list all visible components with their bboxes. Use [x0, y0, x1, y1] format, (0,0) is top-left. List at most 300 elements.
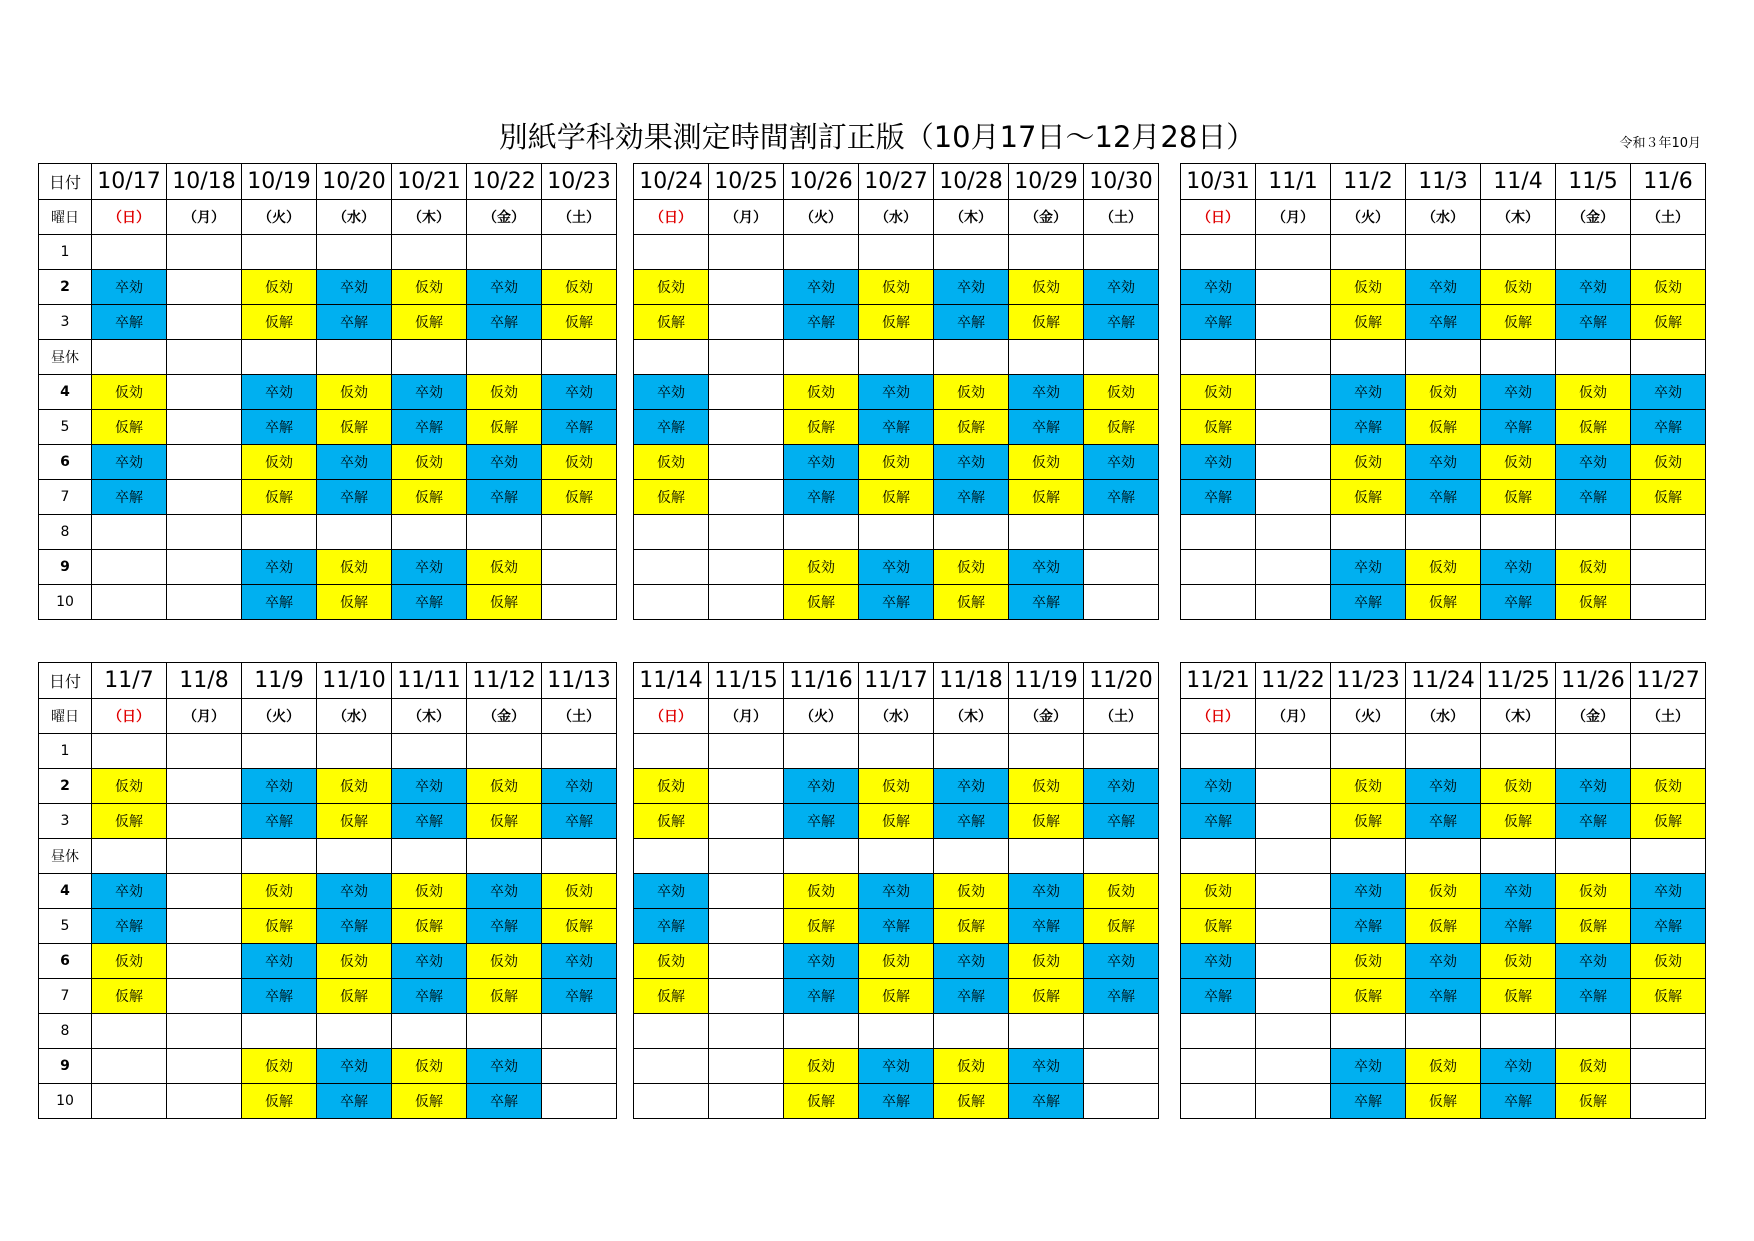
slot-cell: 仮効	[1331, 944, 1406, 979]
weekday-cell: （木）	[1481, 699, 1556, 734]
slot-cell: 仮効	[1481, 445, 1556, 480]
slot-cell: 仮効	[92, 769, 167, 804]
slot-cell: 卒効	[92, 445, 167, 480]
period-row	[634, 515, 1159, 550]
slot-cell: 卒効	[317, 445, 392, 480]
slot-cell: 卒解	[1331, 585, 1406, 620]
slot-cell: 卒効	[1556, 944, 1631, 979]
empty-slot-cell	[1331, 1014, 1406, 1049]
slot-cell: 卒解	[1084, 804, 1159, 839]
empty-slot-cell	[634, 1084, 709, 1119]
slot-cell: 仮効	[467, 550, 542, 585]
slot-cell: 仮効	[1406, 874, 1481, 909]
empty-slot-cell	[1181, 515, 1256, 550]
empty-slot-cell	[709, 550, 784, 585]
empty-slot-cell	[1331, 734, 1406, 769]
empty-slot-cell	[709, 839, 784, 874]
empty-slot-cell	[709, 804, 784, 839]
period-row	[1181, 944, 1706, 979]
empty-slot-cell	[709, 769, 784, 804]
slot-cell: 卒効	[1556, 769, 1631, 804]
empty-slot-cell	[1406, 515, 1481, 550]
period-row	[1181, 340, 1706, 375]
empty-slot-cell	[542, 1049, 617, 1084]
empty-slot-cell	[1084, 235, 1159, 270]
empty-slot-cell	[542, 1084, 617, 1119]
weekday-cell: （水）	[317, 699, 392, 734]
period-row	[39, 944, 617, 979]
period-row	[39, 410, 617, 445]
page-title: 別紙学科効果測定時間割訂正版（10月17日～12月28日）	[498, 120, 1256, 154]
slot-cell: 仮効	[392, 270, 467, 305]
period-row	[39, 804, 617, 839]
empty-slot-cell	[1406, 340, 1481, 375]
empty-slot-cell	[1556, 1014, 1631, 1049]
period-row	[1181, 375, 1706, 410]
empty-slot-cell	[709, 480, 784, 515]
slot-cell: 卒効	[1556, 270, 1631, 305]
slot-cell: 卒解	[1556, 480, 1631, 515]
slot-cell: 仮解	[392, 305, 467, 340]
week-table	[633, 163, 1159, 620]
empty-slot-cell	[1631, 734, 1706, 769]
empty-slot-cell	[92, 235, 167, 270]
period-row	[39, 1014, 617, 1049]
slot-cell: 卒解	[1556, 979, 1631, 1014]
slot-cell: 仮解	[1009, 979, 1084, 1014]
slot-cell: 仮効	[784, 375, 859, 410]
slot-cell: 卒効	[1406, 944, 1481, 979]
empty-slot-cell	[1256, 480, 1331, 515]
date-cell: 11/6	[1631, 164, 1706, 200]
slot-cell: 仮効	[1084, 874, 1159, 909]
slot-cell: 仮解	[1331, 480, 1406, 515]
period-row	[634, 1014, 1159, 1049]
empty-slot-cell	[1481, 839, 1556, 874]
empty-slot-cell	[242, 340, 317, 375]
empty-slot-cell	[859, 734, 934, 769]
slot-cell: 卒解	[1556, 804, 1631, 839]
slot-cell: 仮解	[634, 305, 709, 340]
empty-slot-cell	[1631, 515, 1706, 550]
empty-slot-cell	[1181, 734, 1256, 769]
date-cell: 11/26	[1556, 663, 1631, 699]
period-label: 1	[39, 235, 92, 270]
slot-cell: 仮効	[1181, 874, 1256, 909]
empty-slot-cell	[1256, 410, 1331, 445]
weekday-cell: （日）	[634, 699, 709, 734]
slot-cell: 卒効	[392, 769, 467, 804]
empty-slot-cell	[167, 839, 242, 874]
slot-cell: 仮解	[542, 480, 617, 515]
empty-slot-cell	[1481, 235, 1556, 270]
empty-slot-cell	[859, 235, 934, 270]
empty-slot-cell	[167, 1014, 242, 1049]
slot-cell: 仮解	[392, 480, 467, 515]
period-label: 8	[39, 1014, 92, 1049]
empty-slot-cell	[167, 585, 242, 620]
empty-slot-cell	[167, 270, 242, 305]
empty-slot-cell	[1084, 340, 1159, 375]
date-cell: 11/24	[1406, 663, 1481, 699]
period-row	[1181, 734, 1706, 769]
slot-cell: 卒効	[317, 1049, 392, 1084]
slot-cell: 卒効	[1009, 874, 1084, 909]
empty-slot-cell	[1256, 305, 1331, 340]
slot-cell: 仮解	[1556, 410, 1631, 445]
period-label: 6	[39, 944, 92, 979]
period-row	[1181, 839, 1706, 874]
slot-cell: 仮解	[859, 305, 934, 340]
period-row	[1181, 305, 1706, 340]
slot-cell: 卒効	[1009, 1049, 1084, 1084]
empty-slot-cell	[167, 804, 242, 839]
era-date: 令和３年10月	[1619, 136, 1701, 151]
date-cell: 10/23	[542, 164, 617, 200]
period-row	[634, 734, 1159, 769]
date-row-label: 日付	[39, 663, 92, 699]
date-cell: 10/17	[92, 164, 167, 200]
slot-cell: 卒効	[1181, 270, 1256, 305]
empty-slot-cell	[467, 340, 542, 375]
period-row	[1181, 1049, 1706, 1084]
slot-cell: 卒効	[859, 375, 934, 410]
slot-cell: 仮解	[392, 1084, 467, 1119]
empty-slot-cell	[934, 839, 1009, 874]
empty-slot-cell	[317, 734, 392, 769]
slot-cell: 仮解	[934, 909, 1009, 944]
slot-cell: 仮解	[934, 585, 1009, 620]
slot-cell: 卒解	[1406, 979, 1481, 1014]
empty-slot-cell	[1331, 235, 1406, 270]
slot-cell: 卒効	[934, 270, 1009, 305]
weekday-cell: （土）	[1631, 200, 1706, 235]
slot-cell: 卒効	[1481, 1049, 1556, 1084]
empty-slot-cell	[1256, 944, 1331, 979]
slot-cell: 仮効	[92, 944, 167, 979]
slot-cell: 卒効	[92, 270, 167, 305]
empty-slot-cell	[1256, 235, 1331, 270]
slot-cell: 仮効	[1556, 375, 1631, 410]
period-row	[1181, 1014, 1706, 1049]
empty-slot-cell	[542, 734, 617, 769]
slot-cell: 卒効	[467, 445, 542, 480]
slot-cell: 仮効	[934, 874, 1009, 909]
weekday-cell: （月）	[1256, 200, 1331, 235]
period-row	[1181, 1084, 1706, 1119]
date-cell: 11/7	[92, 663, 167, 699]
empty-slot-cell	[1256, 839, 1331, 874]
slot-cell: 卒効	[92, 874, 167, 909]
period-label: 9	[39, 1049, 92, 1084]
week-table	[38, 163, 617, 620]
empty-slot-cell	[542, 235, 617, 270]
slot-cell: 卒解	[1009, 1084, 1084, 1119]
weekday-cell: （火）	[242, 200, 317, 235]
empty-slot-cell	[1481, 340, 1556, 375]
slot-cell: 仮効	[859, 270, 934, 305]
slot-cell: 仮効	[1009, 445, 1084, 480]
empty-slot-cell	[167, 944, 242, 979]
weekday-cell: （火）	[784, 200, 859, 235]
slot-cell: 仮効	[934, 550, 1009, 585]
weekday-cell: （土）	[1631, 699, 1706, 734]
slot-cell: 卒効	[859, 1049, 934, 1084]
slot-cell: 卒解	[467, 480, 542, 515]
period-row	[634, 550, 1159, 585]
empty-slot-cell	[634, 1014, 709, 1049]
empty-slot-cell	[92, 839, 167, 874]
slot-cell: 卒解	[1556, 305, 1631, 340]
empty-slot-cell	[1181, 550, 1256, 585]
empty-slot-cell	[784, 734, 859, 769]
date-cell: 10/26	[784, 164, 859, 200]
slot-cell: 卒効	[242, 550, 317, 585]
slot-cell: 仮解	[242, 909, 317, 944]
period-row	[634, 874, 1159, 909]
date-row-label: 日付	[39, 164, 92, 200]
period-row	[1181, 410, 1706, 445]
slot-cell: 卒解	[392, 410, 467, 445]
empty-slot-cell	[634, 235, 709, 270]
empty-slot-cell	[467, 734, 542, 769]
slot-cell: 卒解	[634, 410, 709, 445]
weekday-cell: （火）	[242, 699, 317, 734]
weekday-row-label: 曜日	[39, 699, 92, 734]
date-cell: 10/31	[1181, 164, 1256, 200]
period-label: 5	[39, 909, 92, 944]
empty-slot-cell	[709, 515, 784, 550]
empty-slot-cell	[634, 515, 709, 550]
slot-cell: 仮効	[1631, 944, 1706, 979]
slot-cell: 仮解	[1556, 585, 1631, 620]
slot-cell: 卒効	[1631, 874, 1706, 909]
empty-slot-cell	[167, 375, 242, 410]
empty-slot-cell	[467, 515, 542, 550]
slot-cell: 卒効	[1084, 769, 1159, 804]
weekday-cell: （月）	[167, 699, 242, 734]
weekday-cell: （金）	[1009, 699, 1084, 734]
slot-cell: 卒解	[467, 305, 542, 340]
weekday-cell: （木）	[392, 200, 467, 235]
slot-cell: 卒解	[392, 585, 467, 620]
slot-cell: 仮効	[934, 375, 1009, 410]
slot-cell: 仮解	[242, 1084, 317, 1119]
empty-slot-cell	[1331, 515, 1406, 550]
empty-slot-cell	[542, 585, 617, 620]
date-cell: 11/8	[167, 663, 242, 699]
slot-cell: 仮効	[1331, 270, 1406, 305]
slot-cell: 仮効	[859, 769, 934, 804]
slot-cell: 仮効	[1556, 550, 1631, 585]
period-row	[39, 769, 617, 804]
slot-cell: 仮効	[634, 445, 709, 480]
period-row	[39, 550, 617, 585]
slot-cell: 仮解	[1406, 410, 1481, 445]
date-cell: 11/16	[784, 663, 859, 699]
period-label: 10	[39, 585, 92, 620]
period-row	[1181, 874, 1706, 909]
date-cell: 11/12	[467, 663, 542, 699]
slot-cell: 卒解	[1181, 979, 1256, 1014]
slot-cell: 卒解	[1481, 909, 1556, 944]
slot-cell: 卒効	[542, 944, 617, 979]
empty-slot-cell	[542, 1014, 617, 1049]
slot-cell: 仮効	[1009, 944, 1084, 979]
empty-slot-cell	[1556, 839, 1631, 874]
date-cell: 11/11	[392, 663, 467, 699]
date-cell: 11/22	[1256, 663, 1331, 699]
period-row	[1181, 235, 1706, 270]
slot-cell: 仮効	[1406, 375, 1481, 410]
date-cell: 11/14	[634, 663, 709, 699]
slot-cell: 卒解	[784, 480, 859, 515]
empty-slot-cell	[242, 1014, 317, 1049]
period-row	[39, 375, 617, 410]
empty-slot-cell	[1631, 585, 1706, 620]
period-row	[1181, 480, 1706, 515]
empty-slot-cell	[934, 1014, 1009, 1049]
date-cell: 11/20	[1084, 663, 1159, 699]
period-label: 昼休	[39, 839, 92, 874]
period-label: 2	[39, 270, 92, 305]
empty-slot-cell	[1181, 235, 1256, 270]
empty-slot-cell	[167, 734, 242, 769]
slot-cell: 仮効	[242, 874, 317, 909]
slot-cell: 仮解	[542, 305, 617, 340]
empty-slot-cell	[167, 410, 242, 445]
period-label: 2	[39, 769, 92, 804]
empty-slot-cell	[1631, 1049, 1706, 1084]
empty-slot-cell	[392, 734, 467, 769]
date-cell: 10/30	[1084, 164, 1159, 200]
period-row	[1181, 769, 1706, 804]
slot-cell: 仮解	[1406, 1084, 1481, 1119]
slot-cell: 仮解	[934, 1084, 1009, 1119]
slot-cell: 卒効	[784, 270, 859, 305]
slot-cell: 仮効	[784, 874, 859, 909]
slot-cell: 卒解	[1009, 410, 1084, 445]
empty-slot-cell	[1631, 550, 1706, 585]
period-row	[1181, 909, 1706, 944]
weekday-cell: （土）	[542, 699, 617, 734]
period-row	[39, 734, 617, 769]
slot-cell: 卒解	[1084, 979, 1159, 1014]
slot-cell: 仮解	[1406, 585, 1481, 620]
slot-cell: 卒効	[392, 550, 467, 585]
slot-cell: 仮解	[467, 979, 542, 1014]
slot-cell: 卒効	[1009, 550, 1084, 585]
date-cell: 10/18	[167, 164, 242, 200]
period-label: 5	[39, 410, 92, 445]
slot-cell: 卒解	[784, 979, 859, 1014]
period-row	[634, 804, 1159, 839]
slot-cell: 仮効	[467, 375, 542, 410]
slot-cell: 卒解	[1481, 410, 1556, 445]
week-table	[633, 662, 1159, 1119]
empty-slot-cell	[167, 1049, 242, 1084]
empty-slot-cell	[167, 480, 242, 515]
slot-cell: 卒解	[859, 585, 934, 620]
empty-slot-cell	[709, 375, 784, 410]
empty-slot-cell	[167, 874, 242, 909]
slot-cell: 卒効	[317, 270, 392, 305]
slot-cell: 卒解	[1331, 410, 1406, 445]
slot-cell: 仮解	[467, 804, 542, 839]
date-cell: 11/23	[1331, 663, 1406, 699]
slot-cell: 仮効	[1009, 270, 1084, 305]
empty-slot-cell	[1331, 839, 1406, 874]
date-cell: 11/17	[859, 663, 934, 699]
slot-cell: 卒効	[784, 944, 859, 979]
empty-slot-cell	[317, 515, 392, 550]
date-cell: 11/19	[1009, 663, 1084, 699]
empty-slot-cell	[1631, 1014, 1706, 1049]
slot-cell: 仮効	[1556, 1049, 1631, 1084]
empty-slot-cell	[1556, 235, 1631, 270]
empty-slot-cell	[92, 340, 167, 375]
empty-slot-cell	[784, 340, 859, 375]
empty-slot-cell	[709, 734, 784, 769]
slot-cell: 卒解	[542, 804, 617, 839]
date-cell: 11/9	[242, 663, 317, 699]
slot-cell: 仮効	[634, 944, 709, 979]
empty-slot-cell	[859, 340, 934, 375]
period-row	[39, 1049, 617, 1084]
slot-cell: 卒効	[934, 944, 1009, 979]
slot-cell: 卒解	[1406, 305, 1481, 340]
slot-cell: 卒解	[859, 909, 934, 944]
slot-cell: 仮効	[1181, 375, 1256, 410]
slot-cell: 仮解	[1481, 480, 1556, 515]
date-cell: 11/13	[542, 663, 617, 699]
period-row	[39, 480, 617, 515]
empty-slot-cell	[167, 445, 242, 480]
empty-slot-cell	[1631, 340, 1706, 375]
slot-cell: 卒効	[1084, 445, 1159, 480]
period-row	[634, 480, 1159, 515]
empty-slot-cell	[1481, 1014, 1556, 1049]
slot-cell: 卒効	[467, 874, 542, 909]
empty-slot-cell	[1481, 515, 1556, 550]
period-label: 4	[39, 874, 92, 909]
empty-slot-cell	[1084, 1014, 1159, 1049]
slot-cell: 仮効	[1331, 769, 1406, 804]
slot-cell: 仮効	[859, 944, 934, 979]
weekday-cell: （水）	[859, 699, 934, 734]
slot-cell: 卒効	[1181, 769, 1256, 804]
empty-slot-cell	[1631, 235, 1706, 270]
empty-slot-cell	[634, 734, 709, 769]
empty-slot-cell	[467, 1014, 542, 1049]
slot-cell: 仮解	[784, 909, 859, 944]
empty-slot-cell	[1406, 235, 1481, 270]
period-row	[634, 340, 1159, 375]
slot-cell: 仮解	[1556, 909, 1631, 944]
empty-slot-cell	[1084, 839, 1159, 874]
slot-cell: 卒解	[784, 305, 859, 340]
slot-cell: 仮解	[1481, 804, 1556, 839]
slot-cell: 仮効	[784, 1049, 859, 1084]
slot-cell: 仮効	[634, 769, 709, 804]
slot-cell: 卒解	[634, 909, 709, 944]
empty-slot-cell	[709, 1049, 784, 1084]
empty-slot-cell	[1009, 235, 1084, 270]
empty-slot-cell	[317, 1014, 392, 1049]
empty-slot-cell	[317, 340, 392, 375]
slot-cell: 卒効	[1084, 944, 1159, 979]
slot-cell: 卒解	[1084, 305, 1159, 340]
